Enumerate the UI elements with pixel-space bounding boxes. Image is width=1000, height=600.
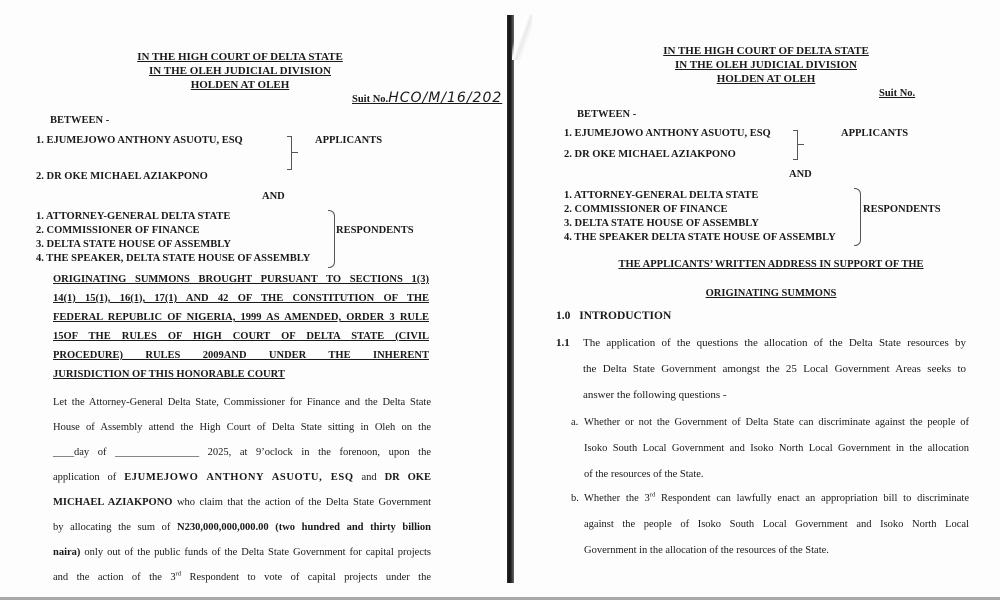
summons-body: [53, 390, 431, 590]
court-heading: [656, 44, 876, 86]
body-text-span: and: [353, 472, 385, 483]
body-text-span: only out of the public funds of the Delta State Government for capital projects: [80, 547, 431, 558]
between-label: BETWEEN -: [577, 109, 637, 120]
question-line: Isoko South Local Government and Isoko North Local Government in the allocation: [584, 443, 969, 454]
summons-title-line: 14(1) 15(1), 16(1), 17(1) AND 42 OF THE CONSTITUTION OF THE: [53, 293, 429, 304]
suit-number-label: Suit No.: [879, 88, 916, 99]
respondent-2: 2. COMMISSIONER OF FINANCE: [564, 204, 728, 215]
applicant-2: 2. DR OKE MICHAEL AZIAKPONO: [564, 149, 736, 160]
applicant-name-bold: EJUMEJOWO ANTHONY ASUOTU, ESQ: [124, 472, 354, 483]
court-heading-line: IN THE HIGH COURT OF DELTA STATE: [137, 51, 343, 63]
applicant-1: 1. EJUMEJOWO ANTHONY ASUOTU, ESQ: [564, 128, 771, 139]
applicant-name-bold: DR OKE: [384, 472, 431, 483]
question-line: Government in the allocation of the resources of the State.: [584, 545, 829, 556]
respondent-1: 1. ATTORNEY-GENERAL DELTA STATE: [564, 190, 759, 201]
address-title-line: ORIGINATING SUMMONS: [705, 288, 837, 299]
between-label: BETWEEN -: [50, 115, 110, 126]
summons-title-line: PROCEDURE) RULES 2009AND UNDER THE INHERENT: [53, 350, 429, 361]
question-line: Whether or not the Government of Delta State can discriminate against the people of: [584, 417, 969, 428]
summons-title-line: 15OF THE RULES OF HIGH COURT OF DELTA STATE (CIVIL: [53, 331, 429, 342]
body-line: [53, 465, 431, 490]
paragraph-1-1: [583, 330, 966, 408]
court-heading: [130, 50, 350, 92]
body-line: [53, 565, 431, 590]
sum-amount-bold: N230,000,000,000.00 (two hundred and thirty billion: [177, 522, 431, 533]
summons-title: [53, 270, 429, 384]
body-text-span: Respondent can lawfully enact an appropriation bill to discriminate: [655, 493, 969, 504]
summons-title-line: FEDERAL REPUBLIC OF NIGERIA, 1999 AS AMENDED, ORDER 3 RULE: [53, 312, 429, 323]
question-line: of the resources of the State.: [584, 469, 704, 480]
section-number: 1.0: [556, 310, 571, 322]
page-divider-glint: [512, 15, 532, 60]
respondent-4: 4. THE SPEAKER DELTA STATE HOUSE OF ASSEMBLY: [564, 232, 836, 243]
court-heading-line: IN THE OLEH JUDICIAL DIVISION: [675, 59, 857, 71]
respondent-4: 4. THE SPEAKER, DELTA STATE HOUSE OF ASSEMBLY: [36, 253, 311, 264]
court-heading-line: HOLDEN AT OLEH: [190, 79, 290, 91]
body-line: [53, 490, 431, 515]
suit-number-handwritten: HCO/M/16/202: [388, 90, 503, 106]
court-heading-line: IN THE HIGH COURT OF DELTA STATE: [663, 45, 869, 57]
body-text-span: Respondent to vote of capital projects under the: [181, 572, 432, 583]
respondent-3: 3. DELTA STATE HOUSE OF ASSEMBLY: [564, 218, 759, 229]
body-line: House of Assembly attend the High Court of Delta State sitting in Oleh on the: [53, 422, 431, 433]
body-line: [53, 540, 431, 565]
respondents-label: RESPONDENTS: [863, 204, 941, 215]
question-line: against the people of Isoko South Local Government and Isoko North Local: [584, 519, 969, 530]
applicants-label: APPLICANTS: [841, 128, 909, 139]
paragraph-line: the Delta State Government amongst the 25 Local Government Areas seeks to: [583, 363, 966, 375]
respondent-3: 3. DELTA STATE HOUSE OF ASSEMBLY: [36, 239, 231, 250]
applicant-name-bold: MICHAEL AZIAKPONO: [53, 497, 173, 508]
applicants-brace: [793, 130, 798, 160]
applicants-label: APPLICANTS: [315, 135, 383, 146]
paragraph-line: answer the following questions -: [583, 389, 727, 401]
body-text-span: by allocating the sum of: [53, 522, 178, 533]
body-text-span: Whether the 3: [584, 493, 650, 504]
respondents-brace: [854, 188, 861, 246]
address-title: [566, 250, 976, 308]
applicants-brace: [287, 136, 292, 170]
sum-amount-bold: naira): [53, 547, 81, 558]
body-text-span: application of: [53, 472, 125, 483]
written-address-page: [506, 0, 1000, 597]
question-b-marker: b.: [571, 493, 579, 504]
summons-title-line: JURISDICTION OF THIS HONORABLE COURT: [53, 369, 285, 380]
respondents-label: RESPONDENTS: [336, 225, 414, 236]
question-a: [584, 410, 969, 488]
body-line: [53, 515, 431, 540]
question-a-marker: a.: [571, 417, 579, 428]
paragraph-line: The application of the questions the allocation of the Delta State resources by: [583, 337, 966, 349]
body-line: ____day of ________________ 2025, at 9’oclock in the forenoon, upon the: [53, 447, 431, 458]
respondents-brace: [328, 210, 335, 268]
question-line: [584, 486, 969, 512]
applicants-brace-tick: [292, 152, 298, 153]
body-text-span: who claim that the action of the Delta State Government: [172, 497, 431, 508]
court-heading-line: HOLDEN AT OLEH: [716, 73, 816, 85]
suit-number: [352, 90, 502, 106]
court-heading-line: IN THE OLEH JUDICIAL DIVISION: [149, 65, 331, 77]
ordinal-superscript: rd: [175, 570, 182, 578]
address-title-line: THE APPLICANTS’ WRITTEN ADDRESS IN SUPPORT OF THE: [618, 259, 924, 270]
respondent-1: 1. ATTORNEY-GENERAL DELTA STATE: [36, 211, 231, 222]
body-text-span: and the action of the 3: [53, 572, 176, 583]
summons-title-line: ORIGINATING SUMMONS BROUGHT PURSUANT TO SECTIONS 1(3): [53, 274, 429, 285]
applicant-2: 2. DR OKE MICHAEL AZIAKPONO: [36, 171, 208, 182]
applicants-brace-tick: [798, 144, 804, 145]
question-b: [584, 486, 969, 564]
body-line: Let the Attorney-General Delta State, Commissioner for Finance and the Delta State: [53, 397, 431, 408]
and-label: AND: [262, 191, 285, 202]
suit-number-label: Suit No.: [352, 94, 389, 105]
respondent-2: 2. COMMISSIONER OF FINANCE: [36, 225, 200, 236]
page-divider: [507, 15, 514, 583]
section-heading: [556, 310, 671, 322]
paragraph-number: 1.1: [556, 337, 570, 349]
ordinal-superscript: rd: [649, 491, 656, 499]
and-label: AND: [789, 169, 812, 180]
applicant-1: 1. EJUMEJOWO ANTHONY ASUOTU, ESQ: [36, 135, 243, 146]
section-title: INTRODUCTION: [579, 310, 672, 322]
